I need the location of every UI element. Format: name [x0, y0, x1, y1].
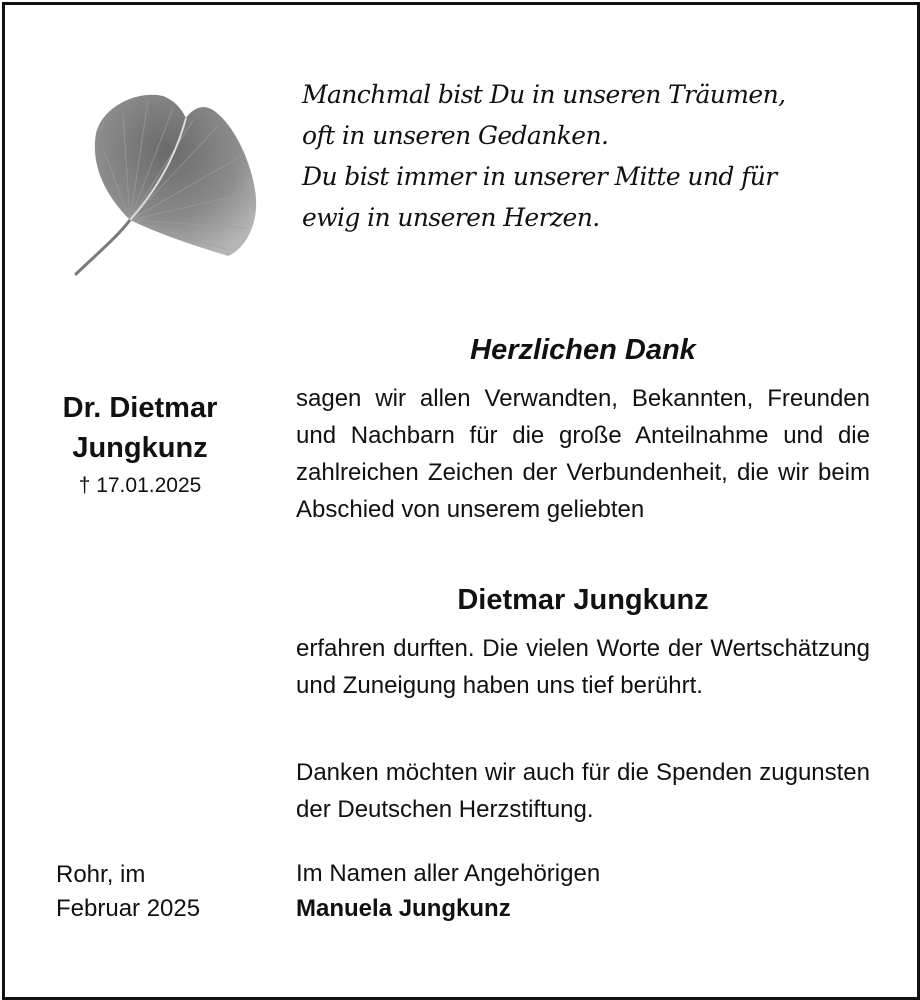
- quote-line: Du bist immer in unserer Mitte und für: [302, 162, 777, 191]
- deceased-block: [30, 388, 250, 500]
- death-date: † 17.01.2025: [78, 474, 202, 497]
- place-line1: Rohr, im: [56, 861, 146, 888]
- signature-name: Manuela Jungkunz: [296, 895, 511, 922]
- deceased-name-line1: Dr. Dietmar: [62, 392, 218, 424]
- deceased-name-centered: Dietmar Jungkunz: [457, 584, 709, 616]
- signature-block: [296, 856, 870, 926]
- place-date: [56, 858, 200, 926]
- thanks-paragraph-1: sagen wir allen Verwandten, Bekannten, Freunden und Nachbarn für die große Anteilnahme und die zahlreichen Zeichen der Verbundenheit, die wir beim Abschied von unserem geliebten: [296, 385, 870, 523]
- quote-line: Manchmal bist Du in unseren Träumen,: [302, 80, 786, 109]
- quote-line: oft in unseren Gedanken.: [302, 121, 609, 150]
- deceased-name-line2: Jungkunz: [72, 432, 208, 464]
- memorial-quote: [302, 74, 862, 238]
- thanks-heading: Herzlichen Dank: [470, 334, 696, 366]
- place-line2: Februar 2025: [56, 895, 201, 922]
- quote-line: ewig in unseren Herzen.: [302, 203, 600, 232]
- ginkgo-leaf-icon: [68, 78, 268, 278]
- thanks-paragraph-3: Danken möchten wir auch für die Spenden zugunsten der Deutschen Herzstiftung.: [296, 759, 870, 823]
- signature-line1: Im Namen aller Angehörigen: [296, 860, 601, 887]
- thanks-paragraph-2: erfahren durften. Die vielen Worte der Wertschätzung und Zuneigung haben uns tief berührt.: [296, 635, 870, 699]
